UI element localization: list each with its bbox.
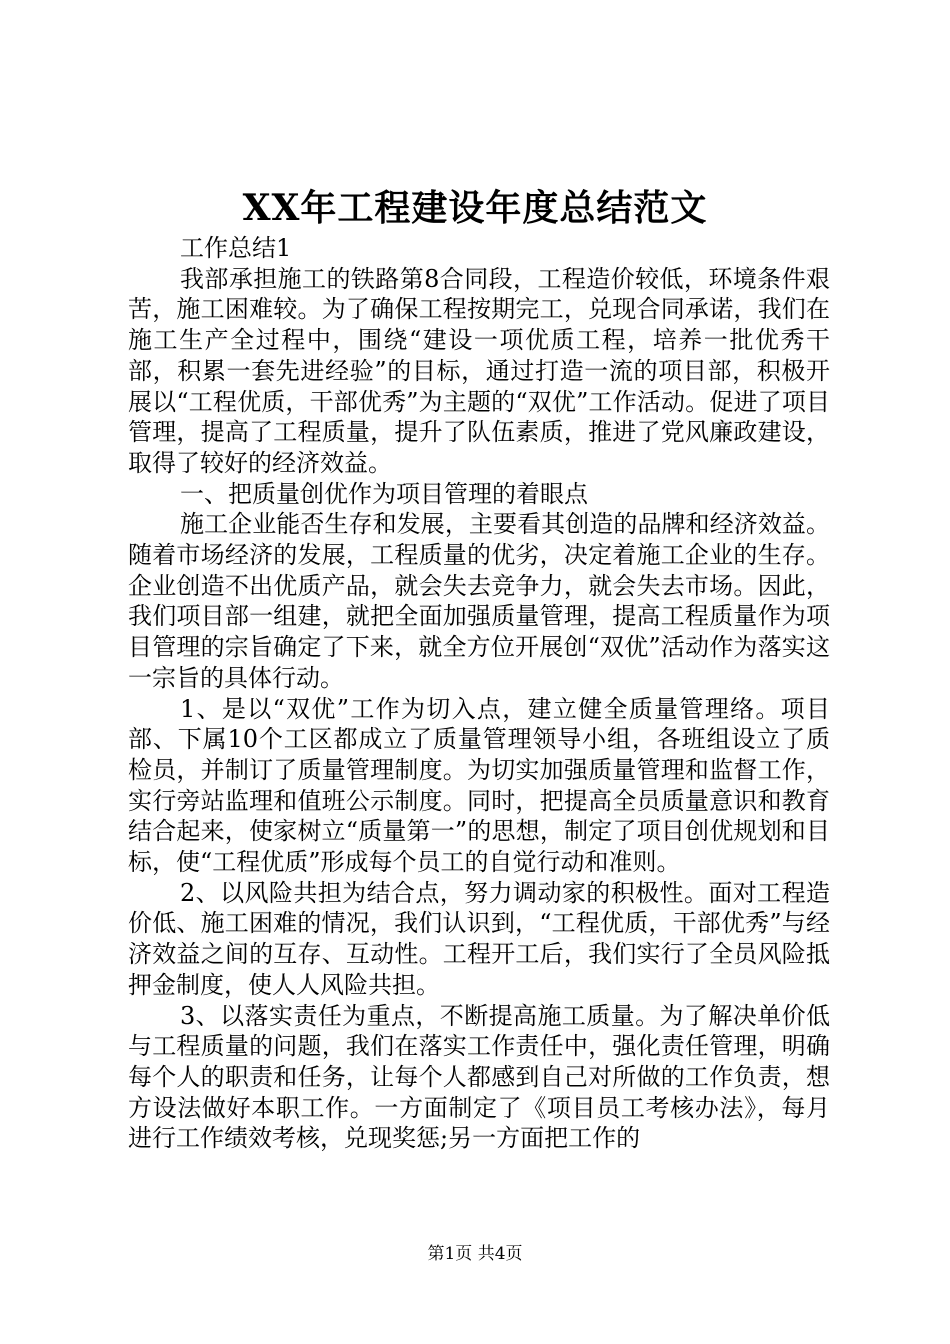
paragraph: 2、以风险共担为结合点，努力调动家的积极性。面对工程造价低、施工困难的情况，我们认识到，“工程优质，干部优秀”与经济效益之间的互存、互动性。工程开工后，我们实行了全员风险抵押金制度，使人人风险共担。 (128, 878, 830, 999)
document-body (128, 233, 830, 1154)
paragraph: 施工企业能否生存和发展，主要看其创造的品牌和经济效益。随着市场经济的发展，工程质量的优劣，决定着施工企业的生存。企业创造不出优质产品，就会失去竞争力，就会失去市场。因此，我们项目部一组建，就把全面加强质量管理，提高工程质量作为项目管理的宗旨确定了下来，就全方位开展创“双优”活动作为落实这一宗旨的具体行动。 (128, 510, 830, 692)
paragraph: 1、是以“双优”工作为切入点，建立健全质量管理络。项目部、下属10个工区都成立了质量管理领导小组，各班组设立了质检员，并制订了质量管理制度。为切实加强质量管理和监督工作，实行旁站监理和值班公示制度。同时，把提高全员质量意识和教育结合起来，使家树立“质量第一”的思想，制定了项目创优规划和目标，使“工程优质”形成每个员工的自觉行动和准则。 (128, 694, 830, 877)
page-number-footer: 第1页 共4页 (427, 1244, 523, 1264)
section-label: 工作总结1 (180, 234, 292, 262)
paragraph: 我部承担施工的铁路第8合同段，工程造价较低，环境条件艰苦，施工困难较。为了确保工程按期完工，兑现合同承诺，我们在施工生产全过程中，围绕“建设一项优质工程，培养一批优秀干部，积累一套先进经验”的目标，通过打造一流的项目部，积极开展以“工程优质，干部优秀”为主题的“双优”工作活动。促进了项目管理，提高了工程质量，提升了队伍素质，推进了党风廉政建设，取得了较好的经济效益。 (128, 264, 830, 477)
section-heading: 一、把质量创优作为项目管理的着眼点 (180, 479, 588, 508)
document-title: XX年工程建设年度总结范文 (242, 187, 708, 229)
paragraph: 3、以落实责任为重点，不断提高施工质量。为了解决单价低与工程质量的问题，我们在落实工作责任中，强化责任管理，明确每个人的职责和任务，让每个人都感到自己对所做的工作负责，想方设法做好本职工作。一方面制定了《项目员工考核办法》，每月进行工作绩效考核，兑现奖惩;另一方面把工作的 (128, 1001, 830, 1153)
